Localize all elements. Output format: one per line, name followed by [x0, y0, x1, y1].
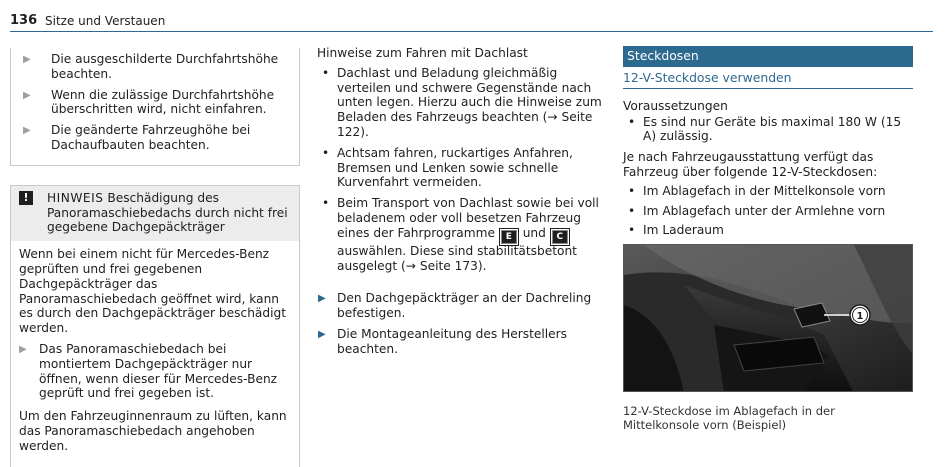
- chapter-title: Sitze und Verstauen: [45, 14, 166, 28]
- arrow-right-icon: ▶: [318, 293, 326, 305]
- arrow-right-icon: ▶: [23, 89, 31, 101]
- column-3: [623, 46, 913, 432]
- page-number: 136: [10, 13, 38, 28]
- arrow-right-icon: ▶: [23, 54, 31, 65]
- bullet-icon: •: [628, 183, 636, 198]
- list-item: ▶ Den Dachgepäckträger an der Dachreling befestigen.: [318, 291, 592, 321]
- drive-program-c-key: C: [552, 230, 568, 244]
- bullet-icon: •: [322, 65, 330, 80]
- list-item: ▶ Wenn die zulässige Durchfahrtshöhe überschritten wird, nicht einfahren.: [23, 87, 275, 117]
- notice-header: [11, 186, 299, 241]
- column-1: [10, 48, 300, 467]
- steps-box: [10, 48, 300, 166]
- list-item: • Im Ablagefach unter der Armlehne vorn: [628, 203, 886, 218]
- requirements-label: Voraussetzungen: [623, 98, 728, 113]
- bullet-icon: •: [628, 114, 636, 129]
- center-console-photo: [623, 244, 913, 392]
- list-item: • Im Ablagefach in der Mittelkonsole vorn: [628, 183, 886, 198]
- list-item: ▶ Die ausgeschilderte Durchfahrtshöhe beachten.: [23, 52, 279, 81]
- subsection-title: 12-V-Steckdose verwenden: [623, 67, 913, 89]
- list-item: • Achtsam fahren, ruckartiges Anfahren, Bremsen und Lenken sowie schnelle Kurvenfahrt vermeiden.: [322, 145, 573, 190]
- notice-box: [10, 185, 300, 467]
- section-title: Steckdosen: [623, 46, 913, 67]
- list-item: • Es sind nur Geräte bis maximal 180 W (15 A) zulässig.: [628, 114, 902, 144]
- page-header: [10, 12, 933, 32]
- column-2: [317, 46, 602, 363]
- callout-number: 1: [856, 311, 864, 323]
- notice-paragraph: Um den Fahrzeuginnenraum zu lüften, kann das Panoramaschiebedach angehoben werden.: [19, 409, 287, 453]
- intro-paragraph: Je nach Fahrzeugausstattung verfügt das Fahrzeug über folgende 12-V-Steckdosen:: [623, 150, 878, 179]
- bullet-icon: •: [322, 196, 330, 211]
- bullet-icon: •: [628, 223, 636, 238]
- console-illustration: [624, 245, 913, 392]
- list-item: • Beim Transport von Dachlast sowie bei voll beladenem oder voll besetzen Fahrzeug eines der Fahrprogramme E und C auswählen. Diese sind stabilitätsbetont ausgelegt (→ Seite 173).: [322, 196, 599, 273]
- arrow-right-icon: ▶: [19, 343, 27, 355]
- section-heading: Hinweise zum Fahren mit Dachlast: [317, 46, 528, 60]
- arrow-right-icon: ▶: [23, 125, 31, 137]
- notice-title: Beschädigung des Panoramaschiebedachs durch nicht frei gegebene Dachgepäckträger: [47, 190, 288, 235]
- drive-program-e-key: E: [501, 230, 517, 244]
- bullet-icon: •: [628, 203, 636, 218]
- notice-label: HINWEIS: [47, 190, 104, 205]
- notice-body: [11, 241, 299, 467]
- list-item: • Dachlast und Beladung gleichmäßig verteilen und schwere Gegenstände nach unten legen. Hierzu auch die Hinweise zum Beladen des Fahrzeugs beachten (→ Seite 122).: [322, 65, 602, 139]
- arrow-right-icon: ▶: [318, 328, 326, 340]
- list-item: ▶ Das Panoramaschiebedach bei montiertem Dachgepäckträger nur öffnen, wenn dieser für Mercedes-Benz geprüft und frei gegeben ist.: [19, 341, 278, 401]
- bullet-icon: •: [322, 145, 330, 160]
- figure-caption: 12-V-Steckdose im Ablagefach in der Mittelkonsole vorn (Beispiel): [623, 404, 835, 433]
- list-item: ▶ Die geänderte Fahrzeughöhe bei Dachaufbauten beachten.: [23, 123, 251, 152]
- notice-paragraph: Wenn bei einem nicht für Mercedes-Benz geprüften und frei gegebenen Dachgepäckträger das Panoramaschiebedach geöffnet wird, kann es durch den Dachgepäckträger beschädigt werden.: [19, 247, 287, 336]
- warning-icon: !: [19, 191, 33, 205]
- list-item: • Im Laderaum: [628, 223, 724, 238]
- list-item: ▶ Die Montageanleitung des Herstellers beachten.: [318, 326, 568, 356]
